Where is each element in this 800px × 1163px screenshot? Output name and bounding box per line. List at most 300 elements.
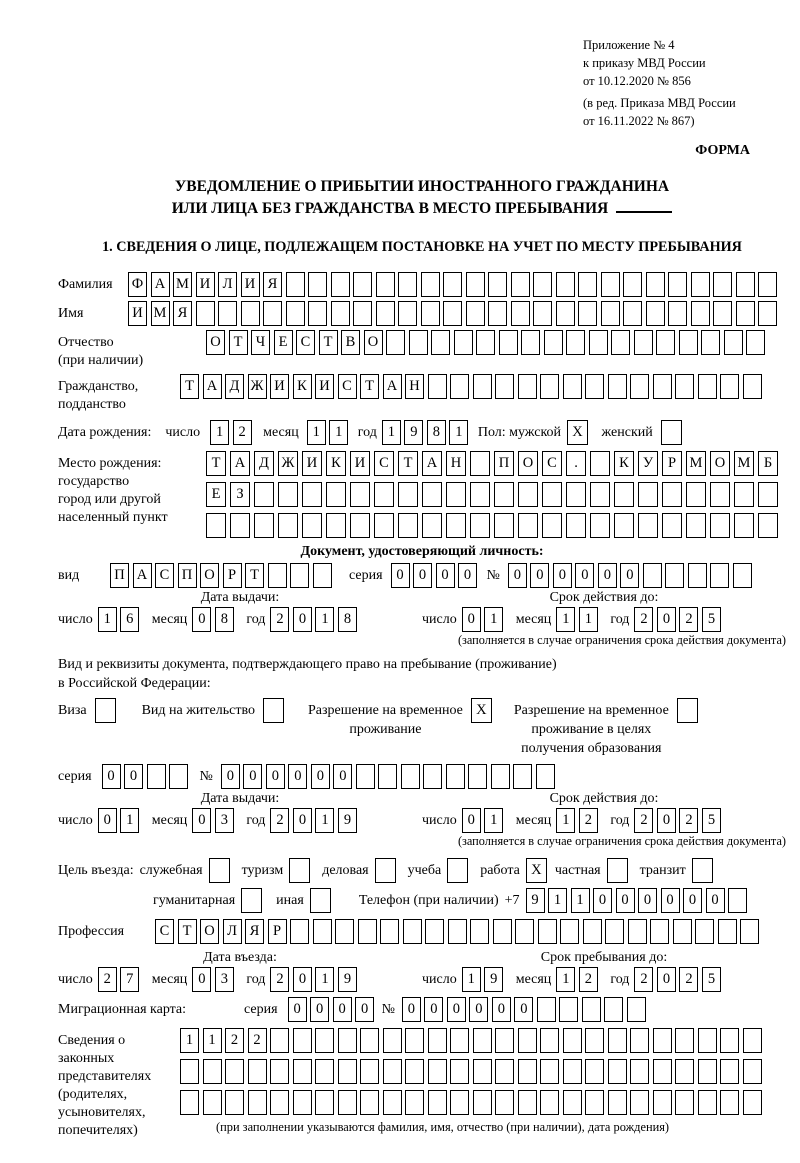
char-cell[interactable]: 0 xyxy=(661,888,680,913)
char-cell[interactable] xyxy=(559,997,578,1022)
purpose-official-checkbox[interactable] xyxy=(209,858,230,883)
char-cell[interactable] xyxy=(473,1028,492,1053)
char-cell[interactable]: О xyxy=(200,563,219,588)
char-cell[interactable] xyxy=(360,1090,379,1115)
char-cell[interactable]: 2 xyxy=(679,967,698,992)
char-cell[interactable] xyxy=(230,513,250,538)
char-cell[interactable]: 9 xyxy=(526,888,545,913)
char-cell[interactable] xyxy=(713,301,732,326)
char-cell[interactable] xyxy=(630,374,649,399)
char-cell[interactable] xyxy=(710,563,729,588)
char-cell[interactable]: 1 xyxy=(307,420,326,445)
char-cell[interactable] xyxy=(203,1059,222,1084)
char-cell[interactable] xyxy=(488,301,507,326)
char-cell[interactable] xyxy=(563,374,582,399)
char-cell[interactable] xyxy=(308,272,327,297)
char-cell[interactable] xyxy=(169,764,188,789)
char-cell[interactable]: О xyxy=(518,451,538,476)
char-cell[interactable] xyxy=(518,513,538,538)
char-cell[interactable] xyxy=(653,1090,672,1115)
char-cell[interactable] xyxy=(421,272,440,297)
char-cell[interactable]: 0 xyxy=(638,888,657,913)
char-cell[interactable] xyxy=(673,919,692,944)
char-cell[interactable]: 2 xyxy=(270,808,289,833)
char-cell[interactable]: Ж xyxy=(278,451,298,476)
char-cell[interactable] xyxy=(403,919,422,944)
char-cell[interactable] xyxy=(542,513,562,538)
char-cell[interactable] xyxy=(628,919,647,944)
char-cell[interactable]: 2 xyxy=(98,967,117,992)
char-cell[interactable]: И xyxy=(315,374,334,399)
char-cell[interactable]: З xyxy=(230,482,250,507)
char-cell[interactable]: С xyxy=(542,451,562,476)
char-cell[interactable] xyxy=(583,919,602,944)
char-cell[interactable] xyxy=(713,272,732,297)
char-cell[interactable]: 0 xyxy=(657,808,676,833)
char-cell[interactable] xyxy=(206,513,226,538)
char-cell[interactable] xyxy=(630,1059,649,1084)
char-cell[interactable] xyxy=(585,374,604,399)
char-cell[interactable] xyxy=(378,764,397,789)
char-cell[interactable]: Ж xyxy=(248,374,267,399)
char-cell[interactable]: И xyxy=(241,272,260,297)
char-cell[interactable] xyxy=(646,272,665,297)
char-cell[interactable] xyxy=(450,1090,469,1115)
char-cell[interactable]: 5 xyxy=(702,808,721,833)
char-cell[interactable] xyxy=(383,1059,402,1084)
char-cell[interactable] xyxy=(740,919,759,944)
char-cell[interactable] xyxy=(302,513,322,538)
char-cell[interactable] xyxy=(634,330,653,355)
char-cell[interactable] xyxy=(736,272,755,297)
char-cell[interactable]: 0 xyxy=(102,764,121,789)
char-cell[interactable] xyxy=(374,513,394,538)
char-cell[interactable] xyxy=(650,919,669,944)
char-cell[interactable] xyxy=(422,482,442,507)
char-cell[interactable] xyxy=(614,513,634,538)
char-cell[interactable]: П xyxy=(110,563,129,588)
char-cell[interactable] xyxy=(638,482,658,507)
char-cell[interactable] xyxy=(698,1090,717,1115)
char-cell[interactable] xyxy=(270,1028,289,1053)
char-cell[interactable] xyxy=(656,330,675,355)
char-cell[interactable]: Т xyxy=(398,451,418,476)
char-cell[interactable]: М xyxy=(151,301,170,326)
char-cell[interactable]: 8 xyxy=(338,607,357,632)
char-cell[interactable] xyxy=(248,1090,267,1115)
char-cell[interactable] xyxy=(540,1090,559,1115)
char-cell[interactable] xyxy=(428,1059,447,1084)
char-cell[interactable] xyxy=(675,374,694,399)
char-cell[interactable] xyxy=(313,919,332,944)
char-cell[interactable] xyxy=(758,513,778,538)
char-cell[interactable]: Н xyxy=(446,451,466,476)
char-cell[interactable] xyxy=(353,272,372,297)
char-cell[interactable]: 9 xyxy=(484,967,503,992)
char-cell[interactable]: П xyxy=(178,563,197,588)
char-cell[interactable] xyxy=(405,1028,424,1053)
char-cell[interactable] xyxy=(383,1028,402,1053)
char-cell[interactable] xyxy=(290,919,309,944)
char-cell[interactable] xyxy=(758,482,778,507)
char-cell[interactable] xyxy=(698,1028,717,1053)
char-cell[interactable] xyxy=(662,513,682,538)
char-cell[interactable]: А xyxy=(422,451,442,476)
char-cell[interactable] xyxy=(540,1028,559,1053)
char-cell[interactable] xyxy=(710,482,730,507)
char-cell[interactable] xyxy=(710,513,730,538)
char-cell[interactable] xyxy=(518,1090,537,1115)
char-cell[interactable] xyxy=(286,272,305,297)
char-cell[interactable]: 1 xyxy=(180,1028,199,1053)
char-cell[interactable]: М xyxy=(173,272,192,297)
char-cell[interactable]: 0 xyxy=(458,563,477,588)
char-cell[interactable]: 0 xyxy=(530,563,549,588)
char-cell[interactable] xyxy=(356,764,375,789)
char-cell[interactable] xyxy=(734,513,754,538)
char-cell[interactable]: Л xyxy=(218,272,237,297)
char-cell[interactable]: С xyxy=(155,563,174,588)
temp-residence-checkbox[interactable]: X xyxy=(471,698,492,723)
char-cell[interactable]: А xyxy=(151,272,170,297)
char-cell[interactable] xyxy=(326,482,346,507)
char-cell[interactable] xyxy=(470,451,490,476)
sex-male-checkbox[interactable]: X xyxy=(567,420,588,445)
char-cell[interactable] xyxy=(470,482,490,507)
char-cell[interactable] xyxy=(446,482,466,507)
char-cell[interactable]: И xyxy=(302,451,322,476)
char-cell[interactable]: Т xyxy=(178,919,197,944)
char-cell[interactable] xyxy=(720,1059,739,1084)
char-cell[interactable]: 0 xyxy=(508,563,527,588)
char-cell[interactable] xyxy=(470,919,489,944)
char-cell[interactable] xyxy=(428,1028,447,1053)
char-cell[interactable]: А xyxy=(133,563,152,588)
char-cell[interactable] xyxy=(590,513,610,538)
char-cell[interactable]: 9 xyxy=(404,420,423,445)
char-cell[interactable] xyxy=(450,374,469,399)
char-cell[interactable] xyxy=(623,301,642,326)
char-cell[interactable] xyxy=(374,482,394,507)
char-cell[interactable]: 8 xyxy=(215,607,234,632)
char-cell[interactable] xyxy=(147,764,166,789)
char-cell[interactable]: 0 xyxy=(575,563,594,588)
char-cell[interactable] xyxy=(518,1059,537,1084)
char-cell[interactable]: 0 xyxy=(192,967,211,992)
char-cell[interactable] xyxy=(608,374,627,399)
char-cell[interactable] xyxy=(556,301,575,326)
char-cell[interactable] xyxy=(585,1059,604,1084)
char-cell[interactable] xyxy=(668,301,687,326)
char-cell[interactable]: 0 xyxy=(462,808,481,833)
char-cell[interactable]: 1 xyxy=(556,967,575,992)
char-cell[interactable] xyxy=(724,330,743,355)
char-cell[interactable] xyxy=(448,919,467,944)
char-cell[interactable]: 3 xyxy=(215,808,234,833)
char-cell[interactable] xyxy=(350,513,370,538)
char-cell[interactable] xyxy=(630,1090,649,1115)
purpose-work-checkbox[interactable]: X xyxy=(526,858,547,883)
char-cell[interactable]: Т xyxy=(229,330,248,355)
char-cell[interactable]: 0 xyxy=(413,563,432,588)
char-cell[interactable]: 0 xyxy=(402,997,421,1022)
char-cell[interactable] xyxy=(248,1059,267,1084)
char-cell[interactable] xyxy=(358,919,377,944)
char-cell[interactable]: Р xyxy=(223,563,242,588)
char-cell[interactable] xyxy=(338,1028,357,1053)
char-cell[interactable] xyxy=(675,1059,694,1084)
char-cell[interactable]: 1 xyxy=(449,420,468,445)
char-cell[interactable] xyxy=(758,301,777,326)
char-cell[interactable] xyxy=(590,451,610,476)
char-cell[interactable] xyxy=(398,513,418,538)
char-cell[interactable]: 1 xyxy=(571,888,590,913)
purpose-other-checkbox[interactable] xyxy=(310,888,331,913)
char-cell[interactable] xyxy=(538,919,557,944)
char-cell[interactable]: 0 xyxy=(124,764,143,789)
char-cell[interactable] xyxy=(515,919,534,944)
char-cell[interactable] xyxy=(589,330,608,355)
temp-residence-edu-checkbox[interactable] xyxy=(677,698,698,723)
char-cell[interactable] xyxy=(601,272,620,297)
char-cell[interactable]: 0 xyxy=(492,997,511,1022)
char-cell[interactable] xyxy=(335,919,354,944)
char-cell[interactable]: 0 xyxy=(620,563,639,588)
char-cell[interactable] xyxy=(376,272,395,297)
char-cell[interactable]: 1 xyxy=(484,607,503,632)
char-cell[interactable]: 1 xyxy=(315,607,334,632)
char-cell[interactable]: 2 xyxy=(679,607,698,632)
char-cell[interactable] xyxy=(313,563,332,588)
char-cell[interactable] xyxy=(743,1090,762,1115)
char-cell[interactable] xyxy=(450,1059,469,1084)
char-cell[interactable]: 9 xyxy=(338,808,357,833)
char-cell[interactable]: 0 xyxy=(657,607,676,632)
char-cell[interactable] xyxy=(290,563,309,588)
char-cell[interactable]: Т xyxy=(319,330,338,355)
char-cell[interactable]: 0 xyxy=(192,607,211,632)
char-cell[interactable]: О xyxy=(200,919,219,944)
char-cell[interactable] xyxy=(398,301,417,326)
char-cell[interactable] xyxy=(585,1090,604,1115)
char-cell[interactable] xyxy=(566,482,586,507)
char-cell[interactable] xyxy=(563,1059,582,1084)
char-cell[interactable] xyxy=(718,919,737,944)
char-cell[interactable] xyxy=(308,301,327,326)
char-cell[interactable] xyxy=(542,482,562,507)
char-cell[interactable] xyxy=(653,374,672,399)
char-cell[interactable]: 0 xyxy=(355,997,374,1022)
char-cell[interactable]: 0 xyxy=(598,563,617,588)
char-cell[interactable]: 1 xyxy=(98,607,117,632)
char-cell[interactable] xyxy=(331,272,350,297)
char-cell[interactable]: Р xyxy=(268,919,287,944)
char-cell[interactable] xyxy=(604,997,623,1022)
char-cell[interactable] xyxy=(653,1028,672,1053)
char-cell[interactable] xyxy=(566,330,585,355)
char-cell[interactable] xyxy=(686,513,706,538)
char-cell[interactable]: Н xyxy=(405,374,424,399)
char-cell[interactable] xyxy=(425,919,444,944)
char-cell[interactable] xyxy=(401,764,420,789)
char-cell[interactable]: О xyxy=(364,330,383,355)
char-cell[interactable]: 1 xyxy=(462,967,481,992)
char-cell[interactable] xyxy=(225,1059,244,1084)
char-cell[interactable] xyxy=(315,1059,334,1084)
char-cell[interactable] xyxy=(743,374,762,399)
char-cell[interactable]: 0 xyxy=(462,607,481,632)
char-cell[interactable] xyxy=(326,513,346,538)
purpose-business-checkbox[interactable] xyxy=(375,858,396,883)
char-cell[interactable] xyxy=(743,1059,762,1084)
char-cell[interactable]: 0 xyxy=(424,997,443,1022)
char-cell[interactable] xyxy=(454,330,473,355)
char-cell[interactable]: 2 xyxy=(579,967,598,992)
char-cell[interactable] xyxy=(450,1028,469,1053)
char-cell[interactable]: 0 xyxy=(391,563,410,588)
char-cell[interactable] xyxy=(518,374,537,399)
char-cell[interactable]: С xyxy=(374,451,394,476)
char-cell[interactable] xyxy=(422,513,442,538)
char-cell[interactable]: 1 xyxy=(315,967,334,992)
char-cell[interactable]: 0 xyxy=(266,764,285,789)
char-cell[interactable] xyxy=(733,563,752,588)
char-cell[interactable] xyxy=(380,919,399,944)
char-cell[interactable] xyxy=(563,1090,582,1115)
char-cell[interactable] xyxy=(511,272,530,297)
char-cell[interactable] xyxy=(643,563,662,588)
char-cell[interactable] xyxy=(278,482,298,507)
char-cell[interactable]: С xyxy=(296,330,315,355)
char-cell[interactable] xyxy=(468,764,487,789)
char-cell[interactable]: 0 xyxy=(293,808,312,833)
char-cell[interactable] xyxy=(315,1028,334,1053)
char-cell[interactable]: 2 xyxy=(248,1028,267,1053)
char-cell[interactable] xyxy=(566,513,586,538)
char-cell[interactable] xyxy=(720,1028,739,1053)
char-cell[interactable] xyxy=(428,374,447,399)
char-cell[interactable] xyxy=(614,482,634,507)
char-cell[interactable] xyxy=(495,1059,514,1084)
char-cell[interactable] xyxy=(608,1090,627,1115)
char-cell[interactable] xyxy=(544,330,563,355)
char-cell[interactable] xyxy=(270,1090,289,1115)
char-cell[interactable] xyxy=(293,1028,312,1053)
char-cell[interactable]: 0 xyxy=(310,997,329,1022)
char-cell[interactable] xyxy=(630,1028,649,1053)
char-cell[interactable] xyxy=(263,301,282,326)
char-cell[interactable] xyxy=(533,272,552,297)
char-cell[interactable] xyxy=(695,919,714,944)
char-cell[interactable]: О xyxy=(710,451,730,476)
char-cell[interactable] xyxy=(443,272,462,297)
char-cell[interactable]: 0 xyxy=(447,997,466,1022)
char-cell[interactable]: 1 xyxy=(203,1028,222,1053)
char-cell[interactable]: 5 xyxy=(702,607,721,632)
char-cell[interactable] xyxy=(662,482,682,507)
char-cell[interactable] xyxy=(446,764,465,789)
char-cell[interactable] xyxy=(540,374,559,399)
char-cell[interactable]: 2 xyxy=(634,808,653,833)
char-cell[interactable]: М xyxy=(734,451,754,476)
char-cell[interactable] xyxy=(470,513,490,538)
char-cell[interactable] xyxy=(302,482,322,507)
char-cell[interactable] xyxy=(473,1059,492,1084)
char-cell[interactable] xyxy=(513,764,532,789)
char-cell[interactable] xyxy=(476,330,495,355)
char-cell[interactable] xyxy=(466,272,485,297)
char-cell[interactable] xyxy=(196,301,215,326)
char-cell[interactable] xyxy=(560,919,579,944)
sex-female-checkbox[interactable] xyxy=(661,420,682,445)
char-cell[interactable]: С xyxy=(155,919,174,944)
char-cell[interactable]: 1 xyxy=(382,420,401,445)
char-cell[interactable] xyxy=(376,301,395,326)
char-cell[interactable]: И xyxy=(128,301,147,326)
char-cell[interactable] xyxy=(518,1028,537,1053)
purpose-transit-checkbox[interactable] xyxy=(692,858,713,883)
char-cell[interactable] xyxy=(428,1090,447,1115)
char-cell[interactable]: 0 xyxy=(243,764,262,789)
char-cell[interactable] xyxy=(495,1090,514,1115)
char-cell[interactable]: 0 xyxy=(221,764,240,789)
purpose-tourism-checkbox[interactable] xyxy=(289,858,310,883)
char-cell[interactable] xyxy=(353,301,372,326)
char-cell[interactable]: И xyxy=(350,451,370,476)
char-cell[interactable]: У xyxy=(638,451,658,476)
char-cell[interactable]: 0 xyxy=(98,808,117,833)
char-cell[interactable]: К xyxy=(326,451,346,476)
char-cell[interactable] xyxy=(254,482,274,507)
char-cell[interactable]: 2 xyxy=(634,967,653,992)
char-cell[interactable] xyxy=(360,1028,379,1053)
char-cell[interactable] xyxy=(473,1090,492,1115)
char-cell[interactable] xyxy=(405,1059,424,1084)
char-cell[interactable]: Д xyxy=(254,451,274,476)
char-cell[interactable] xyxy=(268,563,287,588)
char-cell[interactable] xyxy=(350,482,370,507)
char-cell[interactable] xyxy=(688,563,707,588)
char-cell[interactable] xyxy=(488,272,507,297)
char-cell[interactable]: 2 xyxy=(579,808,598,833)
char-cell[interactable]: 9 xyxy=(338,967,357,992)
char-cell[interactable] xyxy=(563,1028,582,1053)
char-cell[interactable] xyxy=(536,764,555,789)
char-cell[interactable]: 1 xyxy=(329,420,348,445)
char-cell[interactable]: Ф xyxy=(128,272,147,297)
char-cell[interactable]: 1 xyxy=(210,420,229,445)
char-cell[interactable] xyxy=(585,1028,604,1053)
char-cell[interactable] xyxy=(605,919,624,944)
char-cell[interactable]: Л xyxy=(223,919,242,944)
char-cell[interactable] xyxy=(495,374,514,399)
char-cell[interactable] xyxy=(533,301,552,326)
char-cell[interactable] xyxy=(537,997,556,1022)
char-cell[interactable]: 5 xyxy=(702,967,721,992)
char-cell[interactable]: 1 xyxy=(556,607,575,632)
char-cell[interactable] xyxy=(698,1059,717,1084)
char-cell[interactable]: Я xyxy=(245,919,264,944)
char-cell[interactable]: Р xyxy=(662,451,682,476)
char-cell[interactable]: М xyxy=(686,451,706,476)
char-cell[interactable]: 0 xyxy=(553,563,572,588)
char-cell[interactable]: И xyxy=(270,374,289,399)
char-cell[interactable] xyxy=(398,482,418,507)
char-cell[interactable]: . xyxy=(566,451,586,476)
char-cell[interactable] xyxy=(225,1090,244,1115)
char-cell[interactable] xyxy=(293,1059,312,1084)
char-cell[interactable]: 0 xyxy=(683,888,702,913)
